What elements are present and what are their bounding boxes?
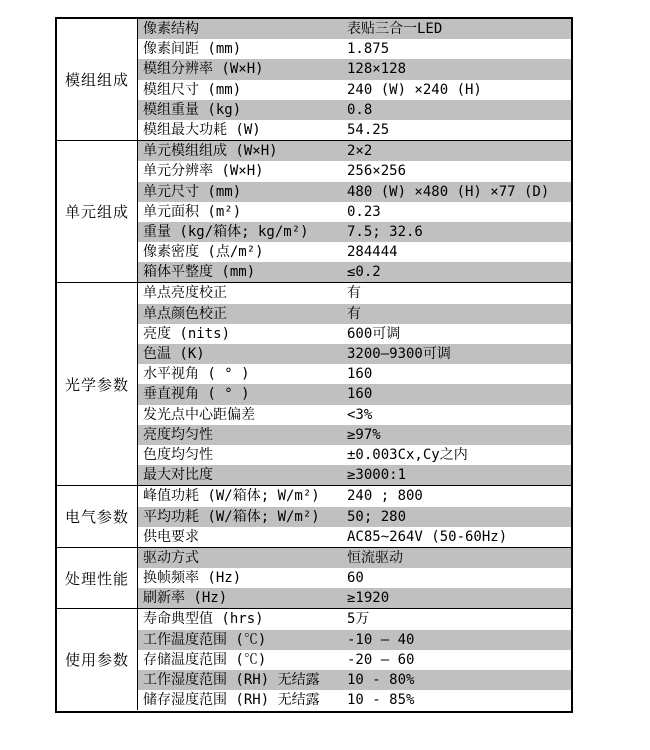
section-rows — [138, 609, 571, 710]
param-label: 模组重量 (kg) — [143, 101, 242, 118]
param-label: 重量 (kg/箱体; kg/m²) — [143, 223, 309, 240]
param-label: 工作温度范围 (℃) — [143, 631, 267, 648]
category-cell: 处理性能 — [57, 548, 138, 609]
param-label: 峰值功耗 (W/箱体; W/m²) — [143, 488, 320, 505]
section-rows — [138, 141, 571, 282]
table-row — [138, 222, 571, 242]
table-row — [138, 465, 571, 485]
param-label: 单元模组组成 (W×H) — [143, 143, 278, 160]
table-row — [138, 445, 571, 465]
param-label: 单点亮度校正 — [143, 285, 227, 302]
param-label: 亮度均匀性 — [143, 426, 213, 443]
param-value: ±0.003Cx,Cy之内 — [347, 446, 468, 463]
param-value: 10 - 80% — [347, 672, 415, 688]
table-row — [138, 568, 571, 588]
param-label: 箱体平整度 (mm) — [143, 264, 256, 281]
param-label: 像素结构 — [143, 21, 199, 37]
param-value: ≥3000:1 — [347, 467, 407, 484]
param-label: 储存湿度范围 (RH) 无结露 — [143, 692, 320, 709]
table-section — [57, 547, 571, 609]
table-row — [138, 507, 571, 527]
param-value: 表贴三合一LED — [347, 21, 443, 37]
param-label: 模组分辨率 (W×H) — [143, 61, 264, 78]
table-row — [138, 588, 571, 608]
table-row — [138, 100, 571, 120]
param-value: 0.8 — [347, 101, 373, 118]
section-rows — [138, 19, 571, 140]
param-value: 恒流驱动 — [347, 549, 403, 566]
category-cell: 单元组成 — [57, 141, 138, 282]
param-label: 驱动方式 — [143, 549, 199, 566]
param-label: 单元分辨率 (W×H) — [143, 163, 264, 180]
param-value: AC85~264V (50-60Hz) — [347, 528, 508, 545]
param-value: 256×256 — [347, 163, 407, 180]
param-value: 2×2 — [347, 143, 373, 160]
param-value: 50; 280 — [347, 508, 407, 525]
table-row — [138, 609, 571, 629]
table-row — [138, 384, 571, 404]
table-row — [138, 262, 571, 282]
section-rows — [138, 283, 571, 485]
param-value: 10 - 85% — [347, 692, 415, 709]
param-value: 600可调 — [347, 325, 401, 342]
table-section — [57, 19, 571, 140]
table-row — [138, 630, 571, 650]
param-value: 60 — [347, 570, 364, 587]
param-value: 0.23 — [347, 203, 381, 220]
param-label: 亮度 (nits) — [143, 325, 231, 342]
table-row — [138, 161, 571, 181]
table-row — [138, 324, 571, 344]
table-section — [57, 140, 571, 282]
param-label: 寿命典型值 (hrs) — [143, 611, 264, 628]
table-row — [138, 650, 571, 670]
param-value: 284444 — [347, 244, 398, 261]
param-value: 160 — [347, 386, 373, 403]
category-cell: 光学参数 — [57, 283, 138, 485]
param-value: 有 — [347, 285, 361, 302]
param-value: 有 — [347, 305, 361, 322]
category-cell: 模组组成 — [57, 19, 138, 140]
table-row — [138, 425, 571, 445]
param-label: 换帧频率 (Hz) — [143, 570, 242, 587]
param-value: <3% — [347, 406, 373, 423]
param-value: ≤0.2 — [347, 264, 381, 281]
category-cell: 使用参数 — [57, 609, 138, 710]
table-row — [138, 283, 571, 303]
param-label: 单点颜色校正 — [143, 305, 227, 322]
param-value: ≥1920 — [347, 590, 390, 607]
table-row — [138, 19, 571, 39]
param-value: -20 — 60 — [347, 651, 415, 668]
param-value: 160 — [347, 366, 373, 383]
table-row — [138, 405, 571, 425]
table-row — [138, 670, 571, 690]
table-row — [138, 242, 571, 262]
param-label: 存储温度范围 (℃) — [143, 651, 267, 668]
spec-table — [55, 17, 573, 713]
param-label: 单元面积 (m²) — [143, 203, 242, 220]
param-label: 最大对比度 — [143, 467, 213, 484]
table-section — [57, 485, 571, 547]
param-value: -10 — 40 — [347, 631, 415, 648]
category-cell: 电气参数 — [57, 486, 138, 547]
param-label: 单元尺寸 (mm) — [143, 183, 242, 200]
section-rows — [138, 486, 571, 547]
param-value: 5万 — [347, 611, 370, 628]
table-section — [57, 282, 571, 485]
param-value: ≥97% — [347, 426, 381, 443]
param-value: 240 (W) ×240 (H) — [347, 81, 482, 98]
param-label: 垂直视角 ( ° ) — [143, 386, 250, 403]
param-value: 480 (W) ×480 (H) ×77 (D) — [347, 183, 550, 200]
table-row — [138, 202, 571, 222]
table-row — [138, 39, 571, 59]
table-row — [138, 364, 571, 384]
table-row — [138, 59, 571, 79]
table-row — [138, 304, 571, 324]
param-label: 水平视角 ( ° ) — [143, 366, 250, 383]
table-row — [138, 80, 571, 100]
param-label: 刷新率 (Hz) — [143, 590, 228, 607]
table-row — [138, 182, 571, 202]
table-row — [138, 120, 571, 140]
table-row — [138, 690, 571, 710]
param-value: 54.25 — [347, 121, 390, 138]
param-label: 色温 (K) — [143, 346, 205, 362]
table-row — [138, 141, 571, 161]
param-value: 3200—9300可调 — [347, 346, 451, 362]
param-value: 128×128 — [347, 61, 407, 78]
table-row — [138, 548, 571, 568]
table-row — [138, 486, 571, 506]
param-label: 像素间距 (mm) — [143, 41, 242, 58]
param-label: 像素密度 (点/m²) — [143, 244, 264, 261]
param-value: 7.5; 32.6 — [347, 223, 423, 240]
param-label: 色度均匀性 — [143, 446, 213, 463]
param-label: 供电要求 — [143, 528, 199, 545]
param-label: 工作湿度范围 (RH) 无结露 — [143, 672, 320, 688]
param-label: 发光点中心距偏差 — [143, 406, 255, 423]
table-row — [138, 527, 571, 547]
param-label: 模组最大功耗 (W) — [143, 121, 261, 138]
table-row — [138, 344, 571, 364]
param-label: 平均功耗 (W/箱体; W/m²) — [143, 508, 320, 525]
param-value: 1.875 — [347, 41, 390, 58]
param-label: 模组尺寸 (mm) — [143, 81, 242, 98]
table-section — [57, 608, 571, 710]
section-rows — [138, 548, 571, 609]
param-value: 240 ; 800 — [347, 488, 423, 505]
